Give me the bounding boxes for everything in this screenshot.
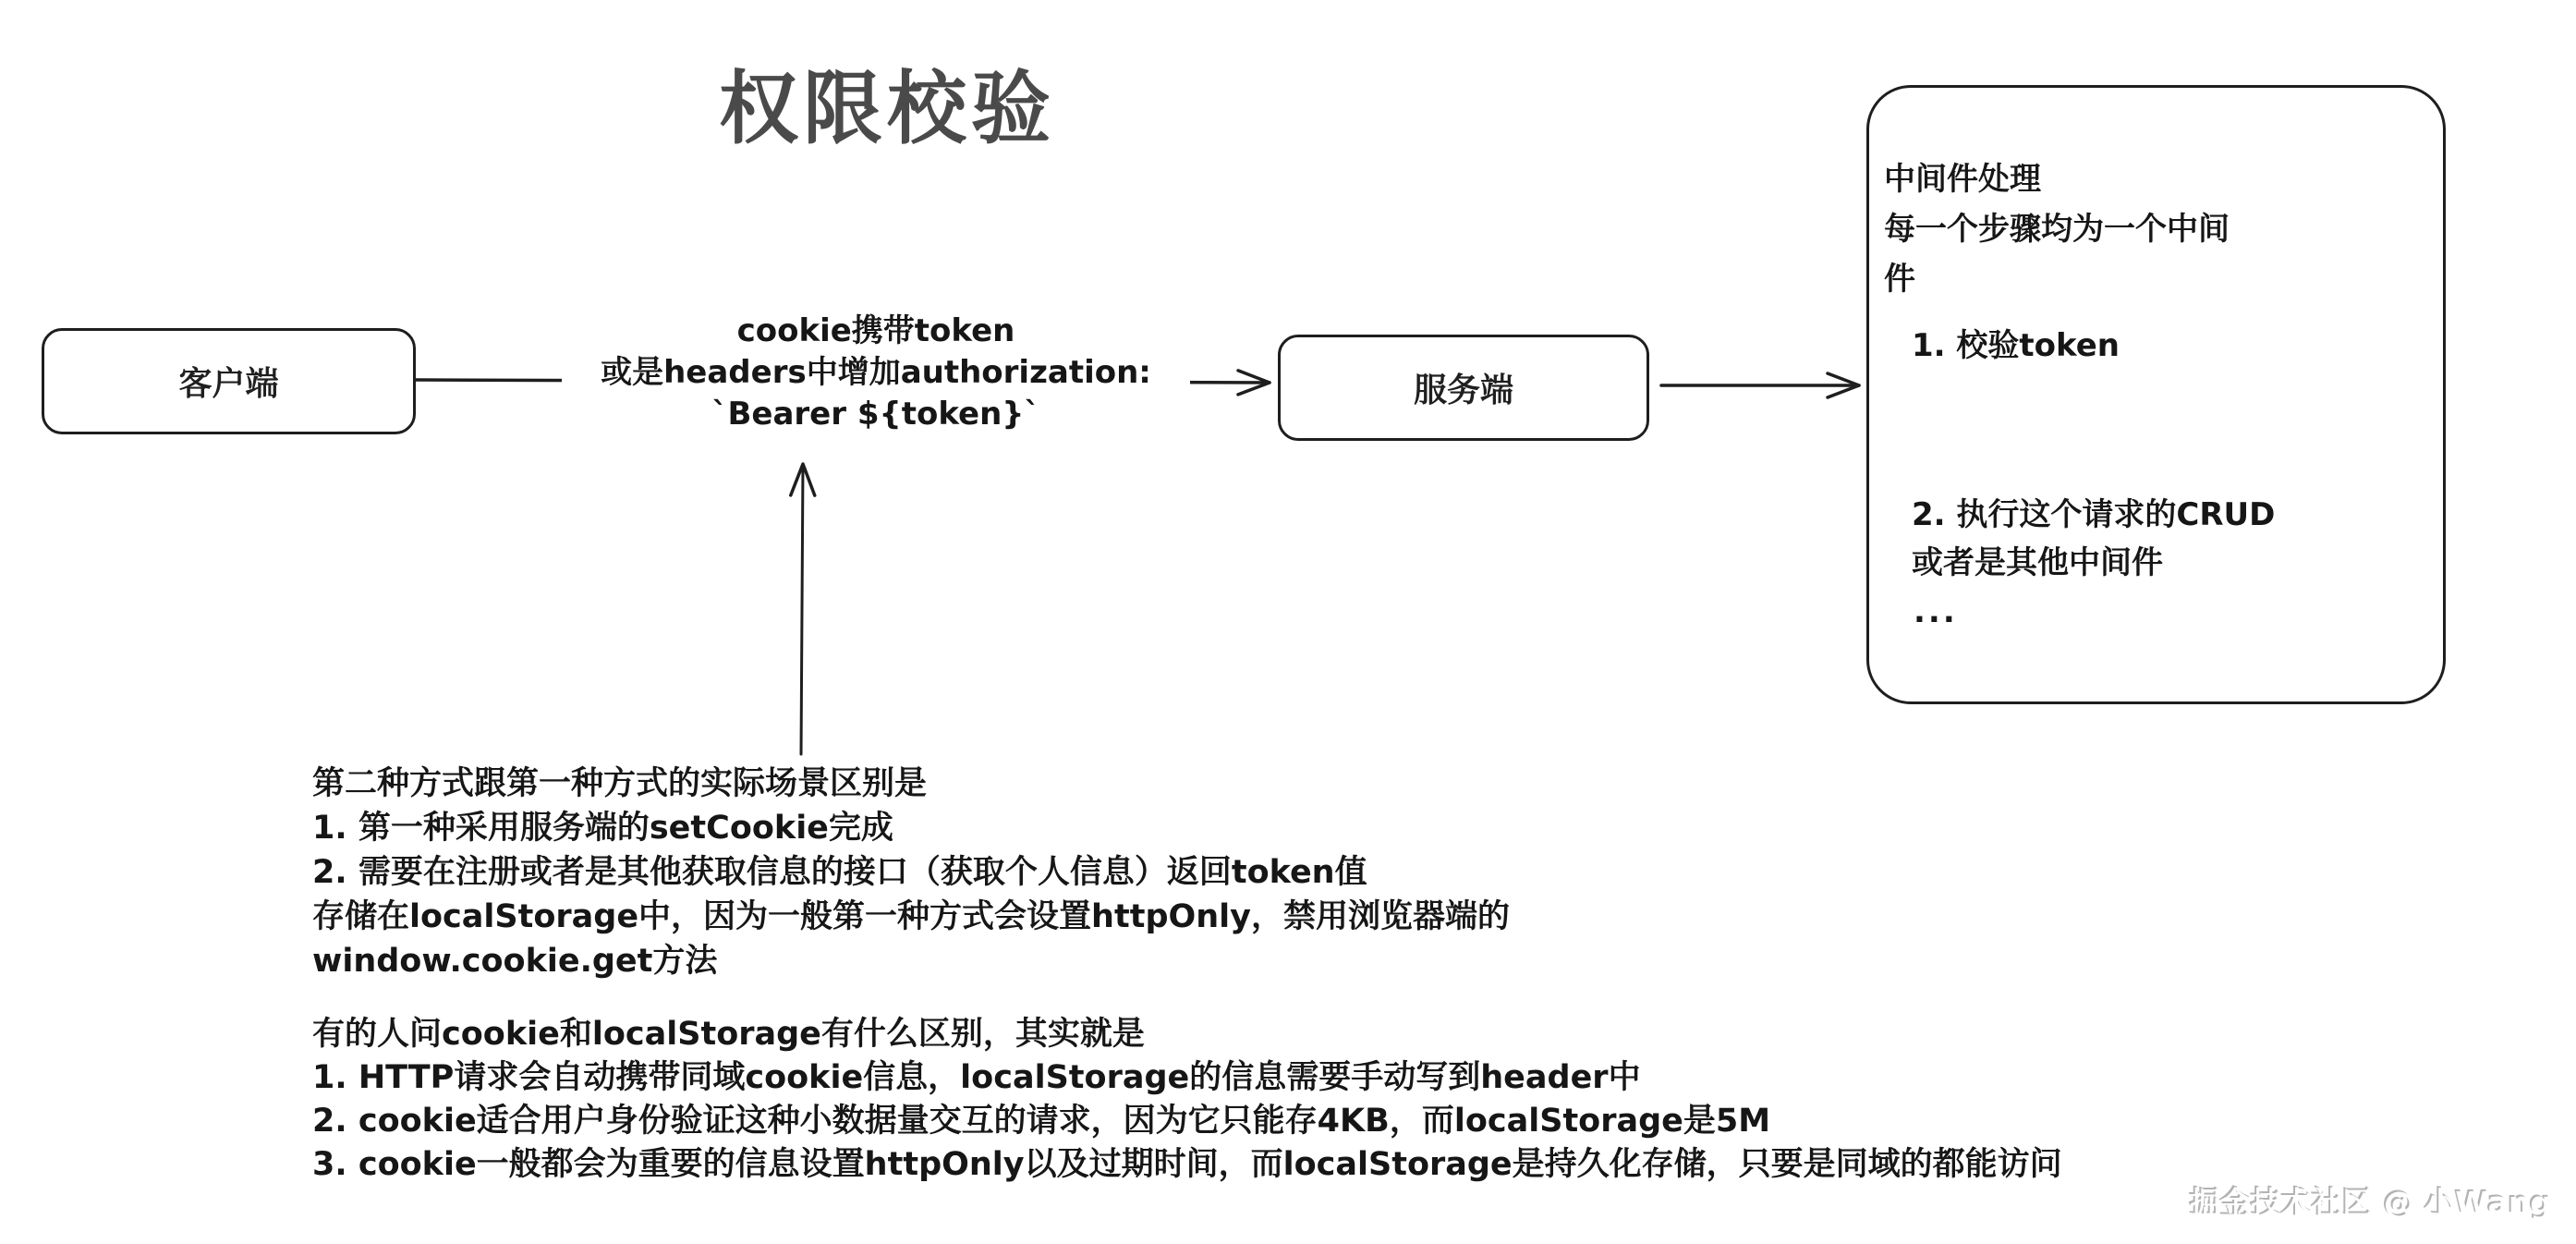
- node-server: [1278, 335, 1649, 441]
- note-line: 2. 需要在注册或者是其他获取信息的接口（获取个人信息）返回token值: [312, 854, 1367, 891]
- arrow-note-to-label: [801, 464, 803, 754]
- middleware-header-line: 件: [1884, 261, 1915, 298]
- middleware-header-line: 每一个步骤均为一个中间: [1884, 211, 2230, 248]
- note-line: 有的人问cookie和localStorage有什么区别，其实就是: [312, 1016, 1145, 1053]
- edge-label-line: `Bearer ${token}`: [711, 396, 1040, 433]
- note-cookie-vs-localstorage: [312, 1013, 2062, 1187]
- edge-label-line: 或是headers中增加authorization:: [601, 354, 1151, 391]
- note-line: 第二种方式跟第一种方式的实际场景区别是: [312, 765, 928, 802]
- node-middleware: [1866, 85, 2446, 704]
- note-line: window.cookie.get方法: [312, 943, 718, 980]
- middleware-step-1: 1. 校验token: [1912, 327, 2120, 364]
- diagram-title: 权限校验: [719, 63, 1055, 155]
- middleware-header: [1884, 154, 2230, 304]
- note-line: 1. HTTP请求会自动携带同域cookie信息，localStorage的信息需要手动写到header中: [312, 1059, 1641, 1096]
- node-server-label: 服务端: [1413, 372, 1513, 409]
- edge-label-auth-methods: [562, 311, 1190, 435]
- middleware-step-2-line: 2. 执行这个请求的CRUD: [1912, 496, 2276, 533]
- middleware-step-2-line: 或者是其他中间件: [1912, 544, 2163, 581]
- watermark: 掘金技术社区 @ 小Wang: [2190, 1185, 2552, 1221]
- edge-label-line: cookie携带token: [736, 312, 1015, 349]
- note-line: 3. cookie一般都会为重要的信息设置httpOnly以及过期时间，而localStorage是持久化存储，只要是同域的都能访问: [312, 1146, 2062, 1183]
- note-line: 1. 第一种采用服务端的setCookie完成: [312, 810, 893, 847]
- note-token-storage: [312, 762, 1510, 983]
- note-line: 2. cookie适合用户身份验证这种小数据量交互的请求，因为它只能存4KB，而localStorage是5M: [312, 1103, 1771, 1140]
- middleware-step-2: [1912, 491, 2275, 587]
- node-client-label: 客户端: [178, 365, 279, 403]
- middleware-header-line: 中间件处理: [1884, 161, 2041, 198]
- node-client: [42, 328, 416, 434]
- note-line: 存储在localStorage中，因为一般第一种方式会设置httpOnly，禁用浏览器端的: [312, 898, 1510, 935]
- middleware-ellipsis: ...: [1914, 593, 1958, 630]
